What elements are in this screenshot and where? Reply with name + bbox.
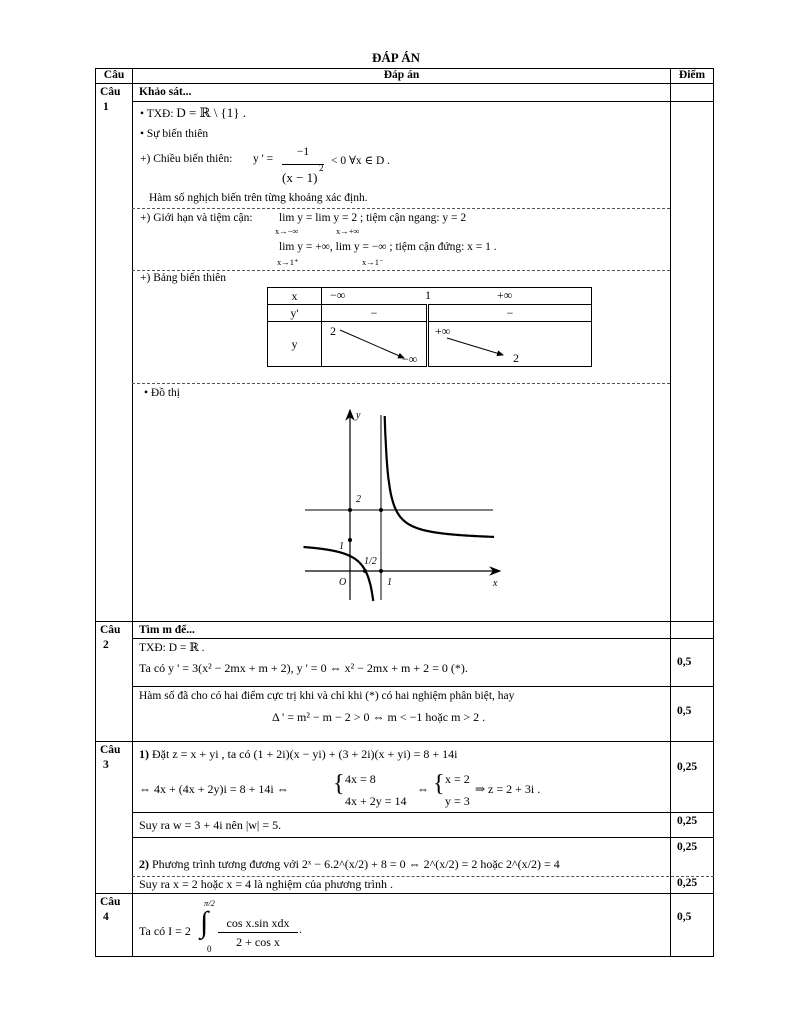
q3-score-2: 0,25 bbox=[677, 815, 698, 827]
point-y-intercept bbox=[348, 538, 352, 542]
q2-discriminant: Δ ' = m² − m − 2 > 0 ⇔ m < −1 hoặc m > 2 . bbox=[272, 710, 486, 724]
graph-tick-half: 1/2 bbox=[364, 556, 377, 567]
q1-gh-sub2: x→+∞ bbox=[336, 226, 360, 236]
bullet-icon: • bbox=[140, 108, 145, 120]
decreasing-arrow-left bbox=[340, 330, 404, 358]
fraction-bar bbox=[218, 932, 298, 933]
q2-score-1: 0,5 bbox=[677, 656, 692, 668]
point-intersection bbox=[379, 508, 383, 512]
q2-derivative: Ta có y ' = 3(x² − 2mx + m + 2), y ' = 0 ⇔ x² − 2mx + m + 2 = 0 (*). bbox=[139, 661, 468, 675]
q2-txd: TXĐ: D = ℝ . bbox=[139, 642, 205, 654]
q1-cbt-rhs: < 0 ∀x ∈ D . bbox=[331, 155, 390, 167]
q3-sys1-b: 4x + 2y = 14 bbox=[345, 794, 407, 808]
q1-cbt-lhs: y ' = bbox=[253, 153, 274, 165]
bbt-x-one: 1 bbox=[425, 288, 431, 302]
point-y2 bbox=[348, 508, 352, 512]
q3-sys1-a: 4x = 8 bbox=[345, 772, 376, 786]
q3-setup: Đặt z = x + yi , ta có (1 + 2i)(x − yi) + (3 + 2i)(x + yi) = 8 + 14i bbox=[152, 747, 458, 761]
bbt-x-neg-inf: −∞ bbox=[330, 288, 346, 302]
q4-lower-limit: 0 bbox=[207, 944, 212, 954]
curve-right-branch bbox=[385, 416, 494, 537]
header-cau: Câu bbox=[103, 69, 125, 81]
bullet-icon: • bbox=[140, 128, 145, 140]
bbt-y-label: y bbox=[268, 322, 322, 367]
q2-score-2: 0,5 bbox=[677, 705, 692, 717]
q3-line-3: Suy ra w = 3 + 4i nên |w| = 5. bbox=[139, 818, 282, 832]
point-x-intercept bbox=[363, 569, 367, 573]
brace-icon: { bbox=[333, 771, 345, 797]
q1-gh-sub1: x→−∞ bbox=[275, 226, 299, 236]
bbt-x-pos-inf: +∞ bbox=[497, 288, 513, 302]
q4-score: 0,5 bbox=[677, 911, 692, 923]
q3-label-b: 3 bbox=[103, 759, 109, 771]
graph-tick-2: 2 bbox=[356, 494, 361, 505]
graph-origin-label: O bbox=[339, 577, 347, 588]
bbt-yprime-right: − bbox=[428, 305, 592, 322]
bbt-y-left-bot: −∞ bbox=[402, 352, 418, 366]
q1-gh-sub4: x→1⁻ bbox=[362, 257, 384, 267]
q3-score-3: 0,25 bbox=[677, 841, 698, 853]
q2-label-a: Câu bbox=[100, 624, 121, 636]
bullet-icon: • bbox=[144, 387, 149, 399]
graph-tick-1-x: 1 bbox=[387, 577, 392, 588]
function-graph bbox=[295, 400, 510, 605]
q1-gh-sub3: x→1⁺ bbox=[277, 257, 299, 267]
q3-line-2c: ⇒ z = 2 + 3i . bbox=[475, 782, 541, 796]
q3-line-1 bbox=[139, 747, 458, 762]
q3-exponential: Phương trình tương đương với 2ˣ − 6.2^(x/2) + 8 = 0 ⇔ 2^(x/2) = 2 hoặc 2^(x/2) = 4 bbox=[152, 857, 560, 871]
graph-y-label: y bbox=[356, 410, 361, 421]
q1-cbt-num: −1 bbox=[296, 146, 310, 158]
q4-label-b: 4 bbox=[103, 911, 109, 923]
q3-part1-label: 1) bbox=[139, 747, 149, 761]
q1-label-b: 1 bbox=[103, 101, 109, 113]
q1-gh-line1: lim y = lim y = 2 ; tiệm cận ngang: y = 2 bbox=[279, 212, 467, 224]
q1-dothi: Đồ thị bbox=[150, 387, 180, 399]
q1-gh-line2: lim y = +∞, lim y = −∞ ; tiệm cận đứng: x = 1 . bbox=[279, 241, 497, 253]
q2-condition: Hàm số đã cho có hai điểm cực trị khi và chỉ khi (*) có hai nghiệm phân biệt, hay bbox=[139, 690, 515, 702]
q1-nghich-bien: Hàm số nghịch biến trên từng khoảng xác định. bbox=[149, 192, 368, 204]
decreasing-arrow-right bbox=[447, 338, 503, 355]
curve-left-branch bbox=[304, 547, 374, 601]
q4-prefix: Ta có I = 2 bbox=[139, 924, 191, 938]
q1-heading: Khảo sát... bbox=[139, 86, 192, 98]
q3-line-5: Suy ra x = 2 hoặc x = 4 là nghiệm của phương trình . bbox=[139, 877, 394, 891]
q1-txd-prefix: TXĐ: bbox=[146, 108, 174, 120]
bbt-y-right-top: +∞ bbox=[435, 324, 451, 338]
q3-label-a: Câu bbox=[100, 744, 121, 756]
q4-tail: . bbox=[299, 924, 302, 936]
q1-label-a: Câu bbox=[100, 86, 121, 98]
q3-score-1: 0,25 bbox=[677, 761, 698, 773]
bbt-y-left-top: 2 bbox=[330, 324, 336, 338]
graph-tick-1-y: 1 bbox=[339, 541, 344, 552]
q1-cbt-exp: 2 bbox=[319, 163, 324, 173]
header-diem: Điểm bbox=[678, 69, 706, 81]
q2-label-b: 2 bbox=[103, 639, 109, 651]
q1-sbt: Sự biến thiên bbox=[146, 128, 209, 140]
q1-gh-prefix: +) Giới hạn và tiệm cận: bbox=[140, 212, 253, 224]
q4-numerator: cos x.sin xdx bbox=[226, 916, 290, 930]
page-title: ĐÁP ÁN bbox=[371, 50, 421, 65]
brace-icon: { bbox=[433, 771, 445, 797]
header-dap-an: Đáp án bbox=[383, 69, 420, 81]
bbt-yprime-label: y' bbox=[268, 305, 322, 322]
bbt-y-right-bot: 2 bbox=[513, 351, 519, 365]
q3-line-4 bbox=[139, 857, 560, 872]
bbt-yprime-left: − bbox=[322, 305, 428, 322]
bbt-x-label: x bbox=[268, 288, 322, 305]
q4-denominator: 2 + cos x bbox=[236, 935, 280, 949]
q3-line-2b: ⇔ bbox=[417, 782, 429, 796]
graph-x-label: x bbox=[493, 578, 498, 589]
integral-icon: ∫ bbox=[200, 906, 209, 939]
q4-upper-limit: π/2 bbox=[204, 898, 215, 908]
q3-line-2a: ⇔ 4x + (4x + 2y)i = 8 + 14i ⇔ bbox=[139, 782, 289, 796]
q3-sys2-b: y = 3 bbox=[445, 794, 470, 808]
q1-txd-math: D = ℝ \ {1} . bbox=[176, 105, 247, 120]
q1-cbt-prefix: +) Chiều biến thiên: bbox=[140, 153, 233, 165]
q1-bbt-title: +) Bảng biến thiên bbox=[140, 272, 227, 284]
point-x1 bbox=[379, 569, 383, 573]
q1-cbt-den: (x − 1) bbox=[282, 170, 318, 185]
q3-score-4: 0,25 bbox=[677, 877, 698, 889]
q3-sys2-a: x = 2 bbox=[445, 772, 470, 786]
q4-label-a: Câu bbox=[100, 896, 121, 908]
q3-part2-label: 2) bbox=[139, 857, 149, 871]
q2-heading: Tìm m để... bbox=[139, 624, 195, 636]
q1-dothi-row bbox=[144, 387, 180, 399]
